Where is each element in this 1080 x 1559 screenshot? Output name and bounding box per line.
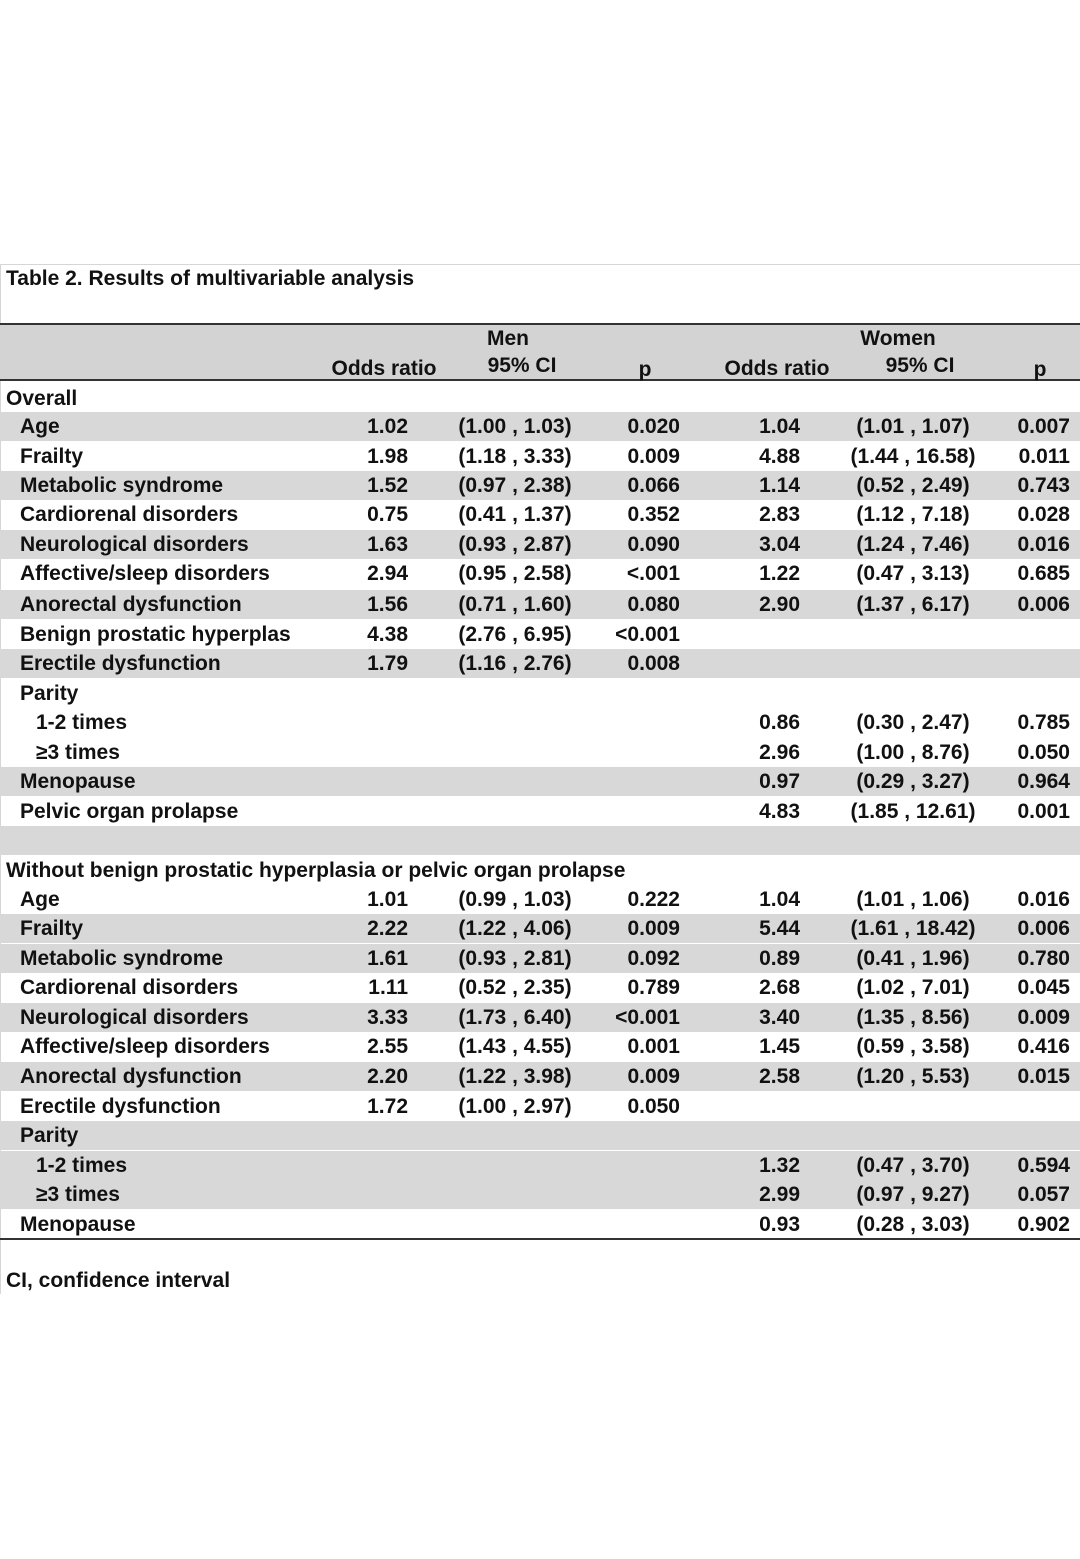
women-p-cell: 0.001 [1017,800,1070,823]
men-p-cell: 0.008 [627,652,680,675]
women-odds-ratio-cell: 2.96 [759,741,800,764]
row-label: Metabolic syndrome [20,474,224,497]
row-label: Age [20,888,60,911]
row-label: Anorectal dysfunction [20,593,242,616]
header-women-odds-ratio: Odds ratio [724,357,830,380]
women-ci-cell: (0.30 , 2.47) [856,711,970,734]
men-p-cell: 0.009 [627,445,680,468]
men-ci-cell: (1.16 , 2.76) [458,652,572,675]
table-row [0,559,1080,588]
row-label: Benign prostatic hyperplas [20,623,291,646]
women-odds-ratio-cell: 3.40 [759,1006,800,1029]
men-odds-ratio-cell: 1.98 [367,445,408,468]
table-row [0,1121,1080,1150]
women-p-cell: 0.902 [1017,1213,1070,1236]
men-odds-ratio-cell: 1.72 [367,1095,408,1118]
women-ci-cell: (1.20 , 5.53) [856,1065,970,1088]
women-ci-cell: (1.00 , 8.76) [856,741,970,764]
women-odds-ratio-cell: 2.90 [759,593,800,616]
row-label: Cardiorenal disorders [20,503,239,526]
table-row [0,1092,1080,1121]
men-odds-ratio-cell: 2.94 [367,562,408,585]
men-odds-ratio-cell: 1.63 [367,533,408,556]
table-row [0,973,1080,1002]
table-row [0,708,1080,737]
women-ci-cell: (0.29 , 3.27) [856,770,970,793]
women-ci-cell: (0.59 , 3.58) [856,1035,970,1058]
women-p-cell: 0.594 [1017,1154,1070,1177]
women-p-cell: 0.045 [1017,976,1070,999]
row-label: Anorectal dysfunction [20,1065,242,1088]
table-row [0,530,1080,559]
table-row [0,1151,1080,1180]
row-label: Overall [6,387,78,410]
women-odds-ratio-cell: 0.97 [759,770,800,793]
men-odds-ratio-cell: 1.56 [367,593,408,616]
table-row [0,1003,1080,1032]
men-p-cell: 0.066 [627,474,680,497]
men-odds-ratio-cell: 0.75 [367,503,408,526]
row-label: Erectile dysfunction [20,652,221,675]
women-ci-cell: (0.41 , 1.96) [856,947,970,970]
table-row [0,856,1080,885]
women-p-cell: 0.685 [1017,562,1070,585]
women-ci-cell: (1.02 , 7.01) [856,976,970,999]
men-ci-cell: (0.93 , 2.87) [458,533,572,556]
men-odds-ratio-cell: 1.01 [367,888,408,911]
women-ci-cell: (0.97 , 9.27) [856,1183,970,1206]
table-row [0,590,1080,619]
women-p-cell: 0.006 [1017,917,1070,940]
women-p-cell: 0.785 [1017,711,1070,734]
men-ci-cell: (0.93 , 2.81) [458,947,572,970]
men-p-cell: 0.090 [627,533,680,556]
women-ci-cell: (1.85 , 12.61) [850,800,976,823]
women-odds-ratio-cell: 1.04 [759,888,800,911]
women-p-cell: 0.016 [1017,888,1070,911]
women-p-cell: 0.015 [1017,1065,1070,1088]
table-row [0,914,1080,943]
men-p-cell: 0.050 [627,1095,680,1118]
row-label: Menopause [20,1213,136,1236]
table-row [0,1062,1080,1091]
table-row [0,885,1080,914]
row-label: Erectile dysfunction [20,1095,221,1118]
men-odds-ratio-cell: 1.52 [367,474,408,497]
women-odds-ratio-cell: 2.99 [759,1183,800,1206]
women-p-cell: 0.016 [1017,533,1070,556]
table-row [0,1180,1080,1209]
women-ci-cell: (1.12 , 7.18) [856,503,970,526]
men-odds-ratio-cell: 1.02 [367,415,408,438]
women-p-cell: 0.006 [1017,593,1070,616]
women-odds-ratio-cell: 4.83 [759,800,800,823]
women-ci-cell: (1.44 , 16.58) [850,445,976,468]
men-p-cell: 0.080 [627,593,680,616]
table-row [0,649,1080,678]
header-women-ci: 95% CI [885,354,955,377]
header-men-odds-ratio: Odds ratio [331,357,437,380]
men-odds-ratio-cell: 1.61 [367,947,408,970]
row-label: Frailty [20,917,84,940]
table-header [0,323,1080,381]
table-row [0,944,1080,973]
women-p-cell: 0.009 [1017,1006,1070,1029]
men-p-cell: <.001 [626,562,680,585]
women-odds-ratio-cell: 0.89 [759,947,800,970]
table-row [0,442,1080,471]
men-odds-ratio-cell: 1.79 [367,652,408,675]
table-row [0,384,1080,413]
women-p-cell: 0.964 [1017,770,1070,793]
women-p-cell: 0.743 [1017,474,1070,497]
row-label: Menopause [20,770,136,793]
row-label: Without benign prostatic hyperplasia or pelvic organ prolapse [6,859,626,882]
women-odds-ratio-cell: 1.45 [759,1035,800,1058]
row-label: 1-2 times [36,1154,128,1177]
row-label: ≥3 times [36,1183,120,1206]
table-footnote: CI, confidence interval [6,1269,231,1292]
table-row [0,738,1080,767]
women-odds-ratio-cell: 2.68 [759,976,800,999]
row-label: Neurological disorders [20,1006,249,1029]
women-ci-cell: (0.28 , 3.03) [856,1213,970,1236]
men-p-cell: 0.009 [627,917,680,940]
men-ci-cell: (1.00 , 1.03) [458,415,572,438]
table-row [0,620,1080,649]
women-p-cell: 0.011 [1018,445,1070,468]
table-row [0,797,1080,826]
women-p-cell: 0.050 [1017,741,1070,764]
table-row [0,767,1080,796]
women-p-cell: 0.028 [1017,503,1070,526]
women-odds-ratio-cell: 5.44 [759,917,800,940]
table-bottom-rule [0,1238,1080,1240]
women-odds-ratio-cell: 4.88 [759,445,800,468]
men-ci-cell: (1.22 , 3.98) [458,1065,572,1088]
women-odds-ratio-cell: 1.22 [759,562,800,585]
table-row [0,500,1080,529]
women-ci-cell: (0.47 , 3.13) [856,562,970,585]
men-ci-cell: (0.95 , 2.58) [458,562,572,585]
women-ci-cell: (1.01 , 1.07) [856,415,970,438]
table-title: Table 2. Results of multivariable analysis [6,267,415,290]
row-label: Age [20,415,60,438]
men-p-cell: <0.001 [615,1006,680,1029]
men-p-cell: 0.352 [627,503,680,526]
women-odds-ratio-cell: 1.04 [759,415,800,438]
row-label: Parity [20,1124,79,1147]
women-ci-cell: (0.52 , 2.49) [856,474,970,497]
women-ci-cell: (1.24 , 7.46) [856,533,970,556]
men-odds-ratio-cell: 4.38 [367,623,408,646]
header-men-p: p [638,358,652,381]
women-ci-cell: (1.35 , 8.56) [856,1006,970,1029]
women-odds-ratio-cell: 1.32 [759,1154,800,1177]
row-label: 1-2 times [36,711,128,734]
men-p-cell: <0.001 [615,623,680,646]
women-ci-cell: (1.61 , 18.42) [850,917,976,940]
table-row [0,412,1080,441]
men-ci-cell: (0.97 , 2.38) [458,474,572,497]
women-odds-ratio-cell: 0.93 [759,1213,800,1236]
row-label: Frailty [20,445,84,468]
men-p-cell: 0.009 [627,1065,680,1088]
women-p-cell: 0.416 [1017,1035,1070,1058]
men-p-cell: 0.020 [627,415,680,438]
women-p-cell: 0.057 [1017,1183,1070,1206]
header-women-p: p [1033,358,1047,381]
men-odds-ratio-cell: 2.20 [367,1065,408,1088]
women-odds-ratio-cell: 2.58 [759,1065,800,1088]
table-row [0,679,1080,708]
men-ci-cell: (1.00 , 2.97) [458,1095,572,1118]
row-label: Cardiorenal disorders [20,976,239,999]
women-odds-ratio-cell: 3.04 [759,533,800,556]
men-p-cell: 0.222 [627,888,680,911]
women-ci-cell: (1.37 , 6.17) [856,593,970,616]
row-label: Metabolic syndrome [20,947,224,970]
men-odds-ratio-cell: 3.33 [367,1006,408,1029]
men-ci-cell: (2.76 , 6.95) [458,623,572,646]
men-odds-ratio-cell: 1.11 [368,976,408,999]
table-row [0,1210,1080,1239]
women-ci-cell: (0.47 , 3.70) [856,1154,970,1177]
men-ci-cell: (0.41 , 1.37) [458,503,572,526]
men-ci-cell: (1.18 , 3.33) [458,445,572,468]
men-ci-cell: (1.73 , 6.40) [458,1006,572,1029]
men-p-cell: 0.001 [627,1035,680,1058]
header-women: Women [860,327,936,350]
men-ci-cell: (0.52 , 2.35) [458,976,572,999]
men-p-cell: 0.092 [627,947,680,970]
men-odds-ratio-cell: 2.55 [367,1035,408,1058]
row-label: Parity [20,682,79,705]
women-odds-ratio-cell: 2.83 [759,503,800,526]
men-ci-cell: (0.71 , 1.60) [458,593,572,616]
table-row [0,471,1080,500]
row-label: Affective/sleep disorders [20,1035,270,1058]
row-label: Neurological disorders [20,533,249,556]
table-row [0,1032,1080,1061]
men-ci-cell: (1.22 , 4.06) [458,917,572,940]
men-p-cell: 0.789 [627,976,680,999]
women-p-cell: 0.007 [1017,415,1070,438]
men-odds-ratio-cell: 2.22 [367,917,408,940]
women-p-cell: 0.780 [1017,947,1070,970]
row-label: Affective/sleep disorders [20,562,270,585]
header-men: Men [487,327,529,350]
women-ci-cell: (1.01 , 1.06) [856,888,970,911]
table-row [0,826,1080,855]
row-label: ≥3 times [36,741,120,764]
men-ci-cell: (1.43 , 4.55) [458,1035,572,1058]
women-odds-ratio-cell: 1.14 [759,474,800,497]
row-label: Pelvic organ prolapse [20,800,239,823]
women-odds-ratio-cell: 0.86 [759,711,800,734]
header-men-ci: 95% CI [487,354,557,377]
men-ci-cell: (0.99 , 1.03) [458,888,572,911]
